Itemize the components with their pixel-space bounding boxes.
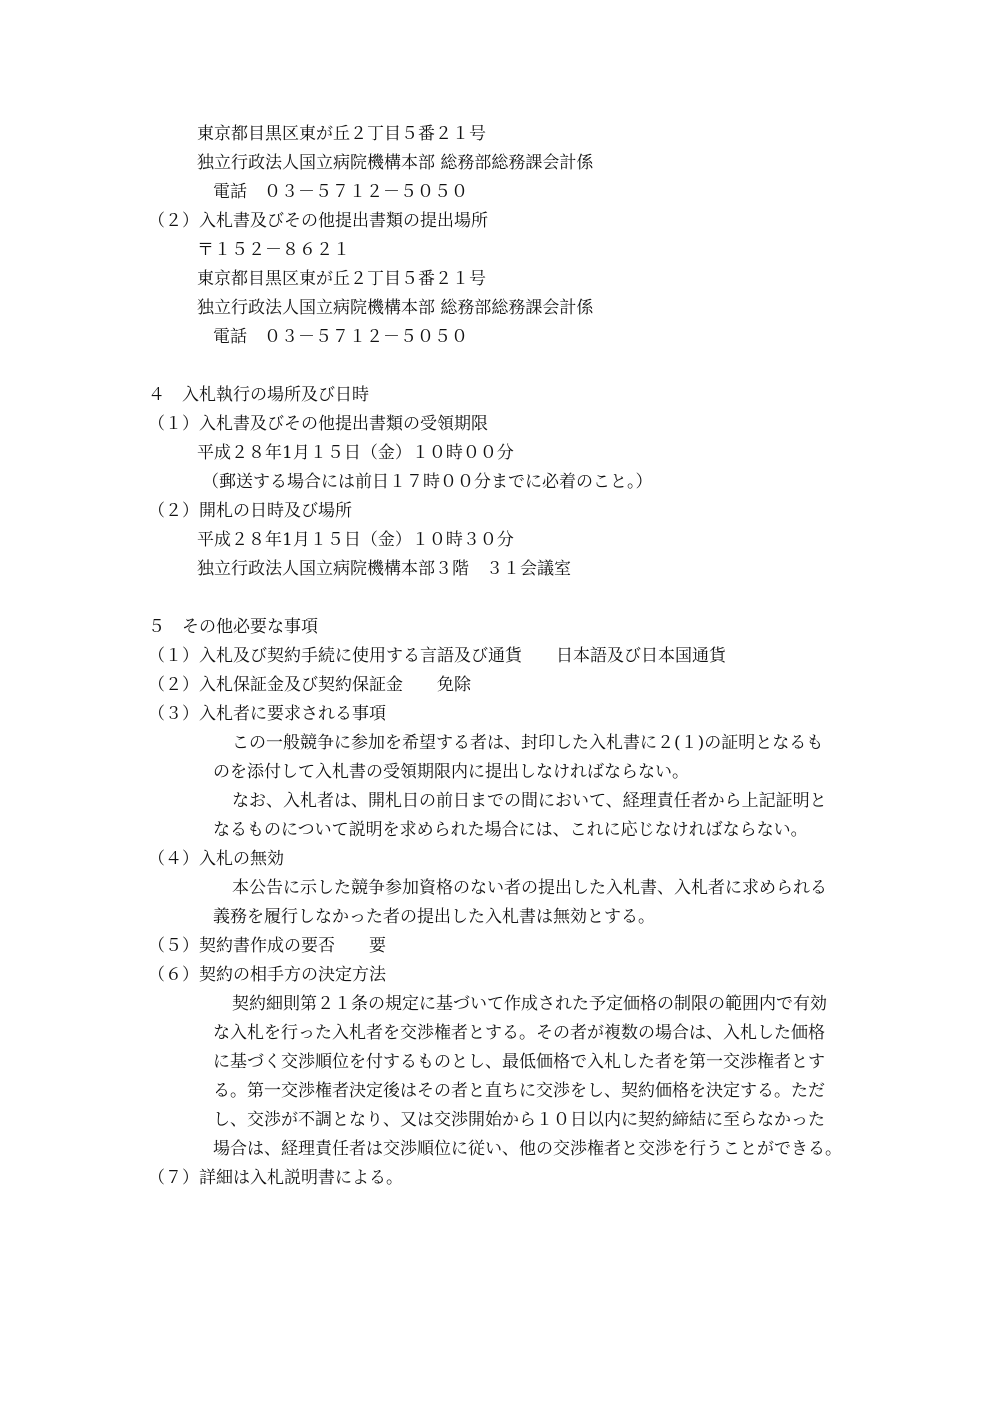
item-heading-submission-place: （２）入札書及びその他提出書類の提出場所 [148,211,488,231]
item-language-currency: （１）入札及び契約手続に使用する言語及び通貨 日本語及び日本国通貨 [148,646,726,666]
postal-code: 〒１５２－８６２１ [197,240,350,260]
deadline-datetime: 平成２８年1月１５日（金）１０時００分 [197,443,514,463]
decision-method-line: に基づく交渉順位を付するものとし、最低価格で入札した者を第一交渉権者とす [213,1052,825,1072]
decision-method-line: 契約細則第２１条の規定に基づいて作成された予定価格の制限の範囲内で有効 [232,994,827,1014]
item-heading-deadline: （１）入札書及びその他提出書類の受領期限 [148,414,488,434]
opening-place: 独立行政法人国立病院機構本部３階 ３１会議室 [197,559,571,579]
section-heading-5: ５ その他必要な事項 [148,617,318,637]
item-heading-opening: （２）開札の日時及び場所 [148,501,352,521]
section-heading-4: ４ 入札執行の場所及び日時 [148,385,369,405]
opening-datetime: 平成２８年1月１５日（金）１０時３０分 [197,530,514,550]
decision-method-line: る。第一交渉権者決定後はその者と直ちに交渉をし、契約価格を決定する。ただ [213,1081,825,1101]
invalid-bid-line: 本公告に示した競争参加資格のない者の提出した入札書、入札者に求められる [232,878,827,898]
contact-organization: 独立行政法人国立病院機構本部 総務部総務課会計係 [197,153,594,173]
contact-phone: 電話 ０３－５７１２－５０５０ [213,182,468,202]
requirements-line: この一般競争に参加を希望する者は、封印した入札書に２(１)の証明となるも [232,733,824,753]
mail-note: （郵送する場合には前日１７時００分までに必着のこと。） [202,472,653,492]
item-heading-requirements: （３）入札者に要求される事項 [148,704,386,724]
requirements-line: なお、入札者は、開札日の前日までの間において、経理責任者から上記証明と [232,791,827,811]
contact-address: 東京都目黒区東が丘２丁目５番２１号 [197,124,486,144]
item-heading-decision-method: （６）契約の相手方の決定方法 [148,965,386,985]
requirements-line: のを添付して入札書の受領期限内に提出しなければならない。 [213,762,689,782]
submission-address: 東京都目黒区東が丘２丁目５番２１号 [197,269,486,289]
submission-phone: 電話 ０３－５７１２－５０５０ [213,327,468,347]
decision-method-line: な入札を行った入札者を交渉権者とする。その者が複数の場合は、入札した価格 [213,1023,825,1043]
requirements-line: なるものについて説明を求められた場合には、これに応じなければならない。 [213,820,808,840]
invalid-bid-line: 義務を履行しなかった者の提出した入札書は無効とする。 [213,907,655,927]
item-heading-invalid-bid: （４）入札の無効 [148,849,284,869]
submission-organization: 独立行政法人国立病院機構本部 総務部総務課会計係 [197,298,594,318]
decision-method-line: し、交渉が不調となり、又は交渉開始から１０日以内に契約締結に至らなかった [213,1110,825,1130]
item-details: （７）詳細は入札説明書による。 [148,1168,403,1188]
decision-method-line: 場合は、経理責任者は交渉順位に従い、他の交渉権者と交渉を行うことができる。 [213,1139,842,1159]
item-contract-document: （５）契約書作成の要否 要 [148,936,386,956]
item-guarantee: （２）入札保証金及び契約保証金 免除 [148,675,471,695]
